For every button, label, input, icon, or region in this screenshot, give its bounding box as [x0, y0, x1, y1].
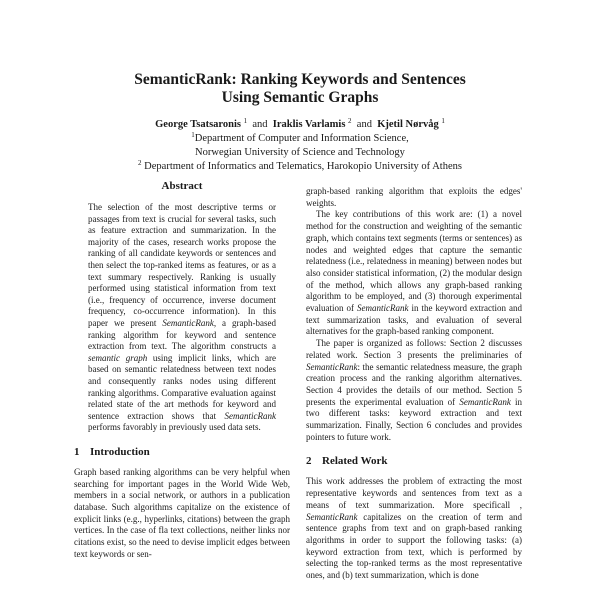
section-title: Related Work	[322, 455, 388, 468]
section-title: Introduction	[90, 445, 150, 458]
continued-paragraph: graph-based ranking algorithm that exploits the edges' weights.	[306, 186, 522, 208]
method-name: SemanticRank	[306, 511, 358, 522]
right-column	[306, 186, 522, 582]
affiliation-mark: 1	[191, 131, 195, 139]
method-name: SemanticRank	[162, 317, 214, 328]
affiliation-text: Department of Informatics and Telematics, Harokopio University of Athens	[144, 161, 462, 172]
author-affil-mark: 2	[348, 117, 352, 125]
section-heading-related-work	[306, 455, 522, 468]
abstract-heading: Abstract	[161, 180, 203, 192]
related-work-paragraph: This work addresses the problem of extracting the most representative keywords and sentences from text as a means of text summarization. More specificall , SemanticRank capitalizes on the creation of term and sentence graphs from text and on graph-based ranking algorithms in order to support the following tasks: (a) keyword extraction from text, which is performed by selecting the top-ranked terms as the most representative ones, and (b) text summarization, which is done	[306, 476, 522, 581]
author-name: George Tsatsaronis	[155, 119, 241, 130]
author-name: Kjetil Nørvåg	[377, 119, 439, 130]
abstract-text: The selection of the most descriptive terms or passages from text is crucial for several tasks, such as feature extraction and summarization. In the majority of the cases, research works propose the ranking of all candidate keywords or sentences and then select the top-ranked items as features, or as a text summary respectively. Ranking is usually performed using statistical information from text (i.e., frequency of occurrence, inverse document frequency, co-occurrence information). In this paper we present SemanticRank, a graph-based ranking algorithm for keyword and sentence extraction from text. The algorithm constructs a semantic graph using implicit links, which are based on semantic relatedness between text nodes and consequently ranks nodes using different ranking algorithms. Comparative evaluation against related state of the art methods for keyword and sentence extraction shows that SemanticRank performs favorably in previously used data sets.	[88, 202, 276, 433]
author-affil-mark: 1	[243, 117, 248, 125]
affiliation-mark: 2	[138, 159, 142, 167]
author-affil-mark: 1	[441, 117, 445, 125]
left-column	[74, 180, 290, 561]
affiliation-text: Department of Computer and Information Science,	[194, 133, 409, 144]
affiliation-1-line-2: Norwegian University of Science and Technology	[195, 147, 405, 158]
intro-paragraph: Graph based ranking algorithms can be very helpful when searching for important pages in the World Wide Web, members in a social network, or authors in a publication database. Such algorithms capitalize on the existence of explicit links (e.g., hyperlinks, citations) between the graph vertices. In the case of fla text collections, neither links nor citations exist, so the need to devise implicit edges between text keywords or sen-	[74, 466, 290, 559]
author-block	[0, 118, 600, 174]
method-name: SemanticRank	[459, 396, 511, 407]
paper-title	[0, 71, 600, 107]
author-separator: and	[252, 119, 268, 130]
method-name: SemanticRank	[306, 361, 358, 372]
section-number: 2	[306, 455, 312, 468]
title-line-2: Using Semantic Graphs	[221, 89, 379, 106]
author-name: Iraklis Varlamis	[272, 119, 346, 130]
method-name: SemanticRank	[224, 410, 276, 421]
author-separator: and	[356, 119, 372, 130]
affiliation-1	[0, 132, 600, 146]
contributions-paragraph: The key contributions of this work are: (1) a novel method for the construction and weighting of the semantic graph, which contains text segments (terms or sentences) as nodes and weighted edges that capture the semantic relatedness (i.e., relatedness in meaning) between nodes but also consider statistical information, (2) the modular design of the method, which allows any graph-based ranking algorithm to be employed, and (3) thorough experimental evaluation of SemanticRank in the keyword extraction and text summarization tasks, and evaluation of several alternatives for the graph-based ranking component.	[306, 209, 523, 337]
author-line	[0, 118, 600, 132]
method-name: SemanticRank	[357, 303, 409, 314]
title-line-1: SemanticRank: Ranking Keywords and Sentences	[134, 71, 466, 88]
section-heading-introduction	[74, 446, 290, 459]
affiliation-2	[0, 160, 600, 174]
organization-paragraph: The paper is organized as follows: Section 2 discusses related work. Section 3 presents the preliminaries of SemanticRank: the semantic relatedness measure, the graph creation process and the ranking algorithm alternatives. Section 4 provides the details of our method. Section 5 presents the experimental evaluation of SemanticRank in two different tasks: keyword extraction and text summarization. Finally, Section 6 concludes and provides pointers to future work.	[306, 338, 522, 442]
section-number: 1	[74, 445, 80, 458]
emphasis-term: semantic graph	[88, 352, 148, 363]
